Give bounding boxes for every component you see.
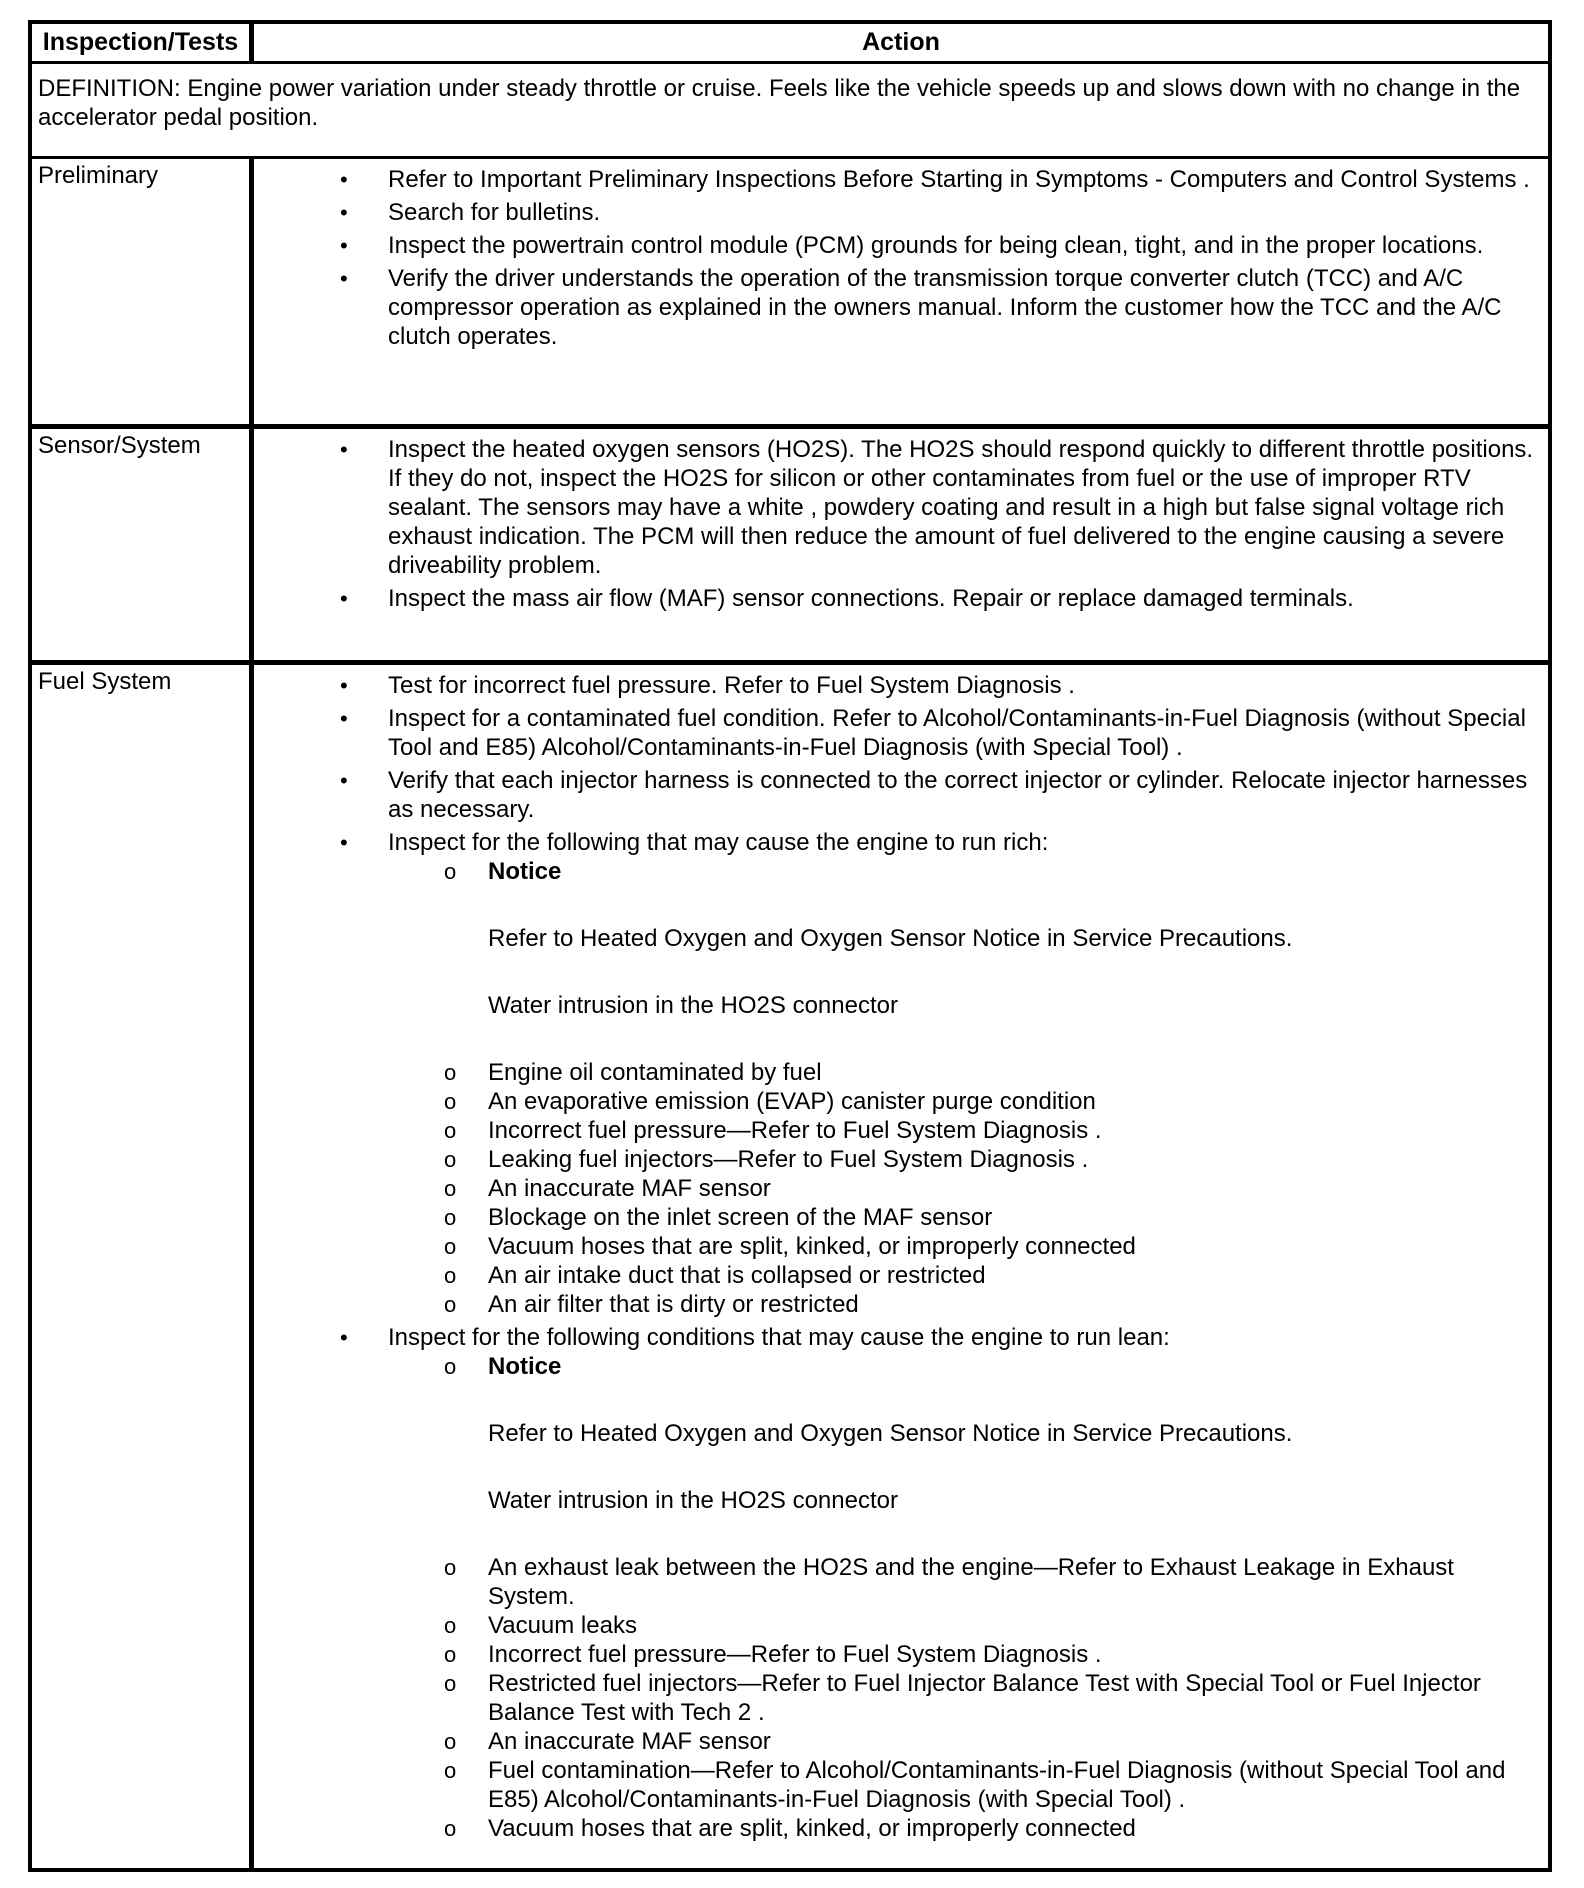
table-row-preliminary <box>32 159 1548 429</box>
circle-bullet-icon: o <box>444 1089 457 1114</box>
table-header-row <box>32 24 1548 64</box>
bullet-icon: • <box>340 233 348 258</box>
sub-list-item: o Fuel contamination—Refer to Alcohol/Contaminants-in-Fuel Diagnosis (without Special Tool and E85) Alcohol/Contaminants-in-Fuel Diagnosis (with Special Tool) . <box>444 1757 1506 1813</box>
circle-bullet-icon: o <box>444 1555 457 1580</box>
circle-bullet-icon: o <box>444 1613 457 1638</box>
sub-list-item: o Incorrect fuel pressure—Refer to Fuel System Diagnosis . <box>444 1641 1102 1668</box>
row-actions <box>254 429 1548 660</box>
list-item: • Inspect for the following conditions that may cause the engine to run lean: o Notice Refer to Heated Oxygen and Oxygen Sensor Notice in Service Precautions. Water intrusion in the HO2S connector o An exhaust leak between the HO2S and the engine—Refer to Exhaust Leakage in Exhaust System. o Vacuum leaks o Incorrect fuel pressure—Refer to Fuel System Diagnosis . o Restricted fuel injectors—Refer to Fuel Injector Balance Test with Special Tool or Fuel Injector Balance Test with Tech 2 . o An inaccurate MAF sensor o Fuel contamination—Refer to Alcohol/Contaminants-in-Fuel Diagnosis (without Special Tool and E85) Alcohol/Contaminants-in-Fuel Diagnosis (with Special Tool) . o Vacuum hoses that are split, kinked, or improperly connected <box>254 1323 1540 1843</box>
sub-list-item: o Vacuum hoses that are split, kinked, or improperly connected <box>444 1815 1136 1842</box>
notice-text: Refer to Heated Oxygen and Oxygen Sensor Notice in Service Precautions. <box>488 925 1293 952</box>
sub-list-item: o An evaporative emission (EVAP) canister purge condition <box>444 1088 1096 1115</box>
sub-list-item: o An exhaust leak between the HO2S and the engine—Refer to Exhaust Leakage in Exhaust System. <box>444 1554 1454 1610</box>
header-inspection-tests: Inspection/Tests <box>32 24 254 61</box>
notice-extra: Water intrusion in the HO2S connector <box>488 992 898 1019</box>
circle-bullet-icon: o <box>444 1292 457 1317</box>
row-actions <box>254 665 1548 1868</box>
list-item: • Refer to Important Preliminary Inspections Before Starting in Symptoms - Computers and Control Systems . <box>340 166 1530 193</box>
bullet-icon: • <box>340 167 348 192</box>
bullet-icon: • <box>340 706 348 731</box>
sub-list-item: o An inaccurate MAF sensor <box>444 1175 771 1202</box>
bullet-icon: • <box>340 673 348 698</box>
circle-bullet-icon: o <box>444 1758 457 1783</box>
circle-bullet-icon: o <box>444 1729 457 1754</box>
notice-item: o Notice Refer to Heated Oxygen and Oxygen Sensor Notice in Service Precautions. Water intrusion in the HO2S connector <box>254 857 1540 1020</box>
sub-list-item: o Incorrect fuel pressure—Refer to Fuel System Diagnosis . <box>444 1117 1102 1144</box>
bullet-icon: • <box>340 1325 348 1350</box>
sub-list-item: o An air filter that is dirty or restricted <box>444 1291 859 1318</box>
circle-bullet-icon: o <box>444 1060 457 1085</box>
list-item: • Search for bulletins. <box>340 199 601 226</box>
list-item: • Inspect for the following that may cause the engine to run rich: o Notice Refer to Heated Oxygen and Oxygen Sensor Notice in Service Precautions. Water intrusion in the HO2S connector o Engine oil contaminated by fuel o An evaporative emission (EVAP) canister purge condition o Incorrect fuel pressure—Refer to Fuel System Diagnosis . o Leaking fuel injectors—Refer to Fuel System Diagnosis . o An inaccurate MAF sensor o Blockage on the inlet screen of the MAF sensor o Vacuum hoses that are split, kinked, or improperly connected o An air intake duct that is collapsed or restricted o An air filter that is dirty or restricted <box>254 828 1540 1319</box>
diagnostic-table <box>28 20 1552 1872</box>
circle-bullet-icon: o <box>444 1263 457 1288</box>
table-row-sensor-system <box>32 429 1548 665</box>
row-actions <box>254 159 1548 424</box>
bullet-icon: • <box>340 200 348 225</box>
header-action: Action <box>862 28 940 56</box>
circle-bullet-icon: o <box>444 1176 457 1201</box>
sub-list-item: o Blockage on the inlet screen of the MAF sensor <box>444 1204 993 1231</box>
list-item: • Verify that each injector harness is connected to the correct injector or cylinder. Relocate injector harnesses as necessary. <box>340 767 1528 823</box>
circle-bullet-icon: o <box>444 1671 457 1696</box>
circle-bullet-icon: o <box>444 1234 457 1259</box>
notice-item: o Notice Refer to Heated Oxygen and Oxygen Sensor Notice in Service Precautions. Water intrusion in the HO2S connector <box>254 1352 1540 1515</box>
list-item: • Inspect the heated oxygen sensors (HO2S). The HO2S should respond quickly to different throttle positions. If they do not, inspect the HO2S for silicon or other contaminates from fuel or the use of improper RTV sealant. The sensors may have a white , powdery coating and result in a high but false signal voltage rich exhaust indication. The PCM will then reduce the amount of fuel delivered to the engine causing a severe driveability problem. <box>340 436 1534 579</box>
list-item: • Inspect the powertrain control module (PCM) grounds for being clean, tight, and in the proper locations. <box>340 232 1484 259</box>
table-row-fuel-system <box>32 665 1548 1868</box>
circle-bullet-icon: o <box>444 859 457 884</box>
circle-bullet-icon: o <box>444 1816 457 1841</box>
sub-list-item: o An inaccurate MAF sensor <box>444 1728 771 1755</box>
notice-text: Refer to Heated Oxygen and Oxygen Sensor Notice in Service Precautions. <box>488 1420 1293 1447</box>
list-item: • Verify the driver understands the operation of the transmission torque converter clutch (TCC) and A/C compressor operation as explained in the owners manual. Inform the customer how the TCC and the A/C clutch operates. <box>340 265 1502 350</box>
circle-bullet-icon: o <box>444 1354 457 1379</box>
circle-bullet-icon: o <box>444 1147 457 1172</box>
bullet-icon: • <box>340 586 348 611</box>
list-item: • Inspect the mass air flow (MAF) sensor connections. Repair or replace damaged terminals. <box>340 585 1354 612</box>
list-item: • Inspect for a contaminated fuel condition. Refer to Alcohol/Contaminants-in-Fuel Diagnosis (without Special Tool and E85) Alcohol/Contaminants-in-Fuel Diagnosis (with Special Tool) . <box>340 705 1526 761</box>
sub-list-item: o Vacuum hoses that are split, kinked, or improperly connected <box>444 1233 1136 1260</box>
row-label: Sensor/System <box>32 429 254 660</box>
circle-bullet-icon: o <box>444 1205 457 1230</box>
row-label: Preliminary <box>32 159 254 424</box>
notice-extra: Water intrusion in the HO2S connector <box>488 1487 898 1514</box>
sub-list-item: o Engine oil contaminated by fuel <box>444 1059 822 1086</box>
definition-row: DEFINITION: Engine power variation under steady throttle or cruise. Feels like the vehicle speeds up and slows down with no change in the accelerator pedal position. <box>32 64 1548 159</box>
row-label: Fuel System <box>32 665 254 1868</box>
bullet-icon: • <box>340 768 348 793</box>
list-item: • Test for incorrect fuel pressure. Refer to Fuel System Diagnosis . <box>340 672 1075 699</box>
sub-list-item: o Restricted fuel injectors—Refer to Fuel Injector Balance Test with Special Tool or Fuel Injector Balance Test with Tech 2 . <box>444 1670 1481 1726</box>
sub-list-item: o Leaking fuel injectors—Refer to Fuel System Diagnosis . <box>444 1146 1089 1173</box>
circle-bullet-icon: o <box>444 1118 457 1143</box>
sub-list-item: o Vacuum leaks <box>444 1612 637 1639</box>
bullet-icon: • <box>340 266 348 291</box>
sub-list-item: o An air intake duct that is collapsed or restricted <box>444 1262 986 1289</box>
circle-bullet-icon: o <box>444 1642 457 1667</box>
bullet-icon: • <box>340 437 348 462</box>
bullet-icon: • <box>340 830 348 855</box>
